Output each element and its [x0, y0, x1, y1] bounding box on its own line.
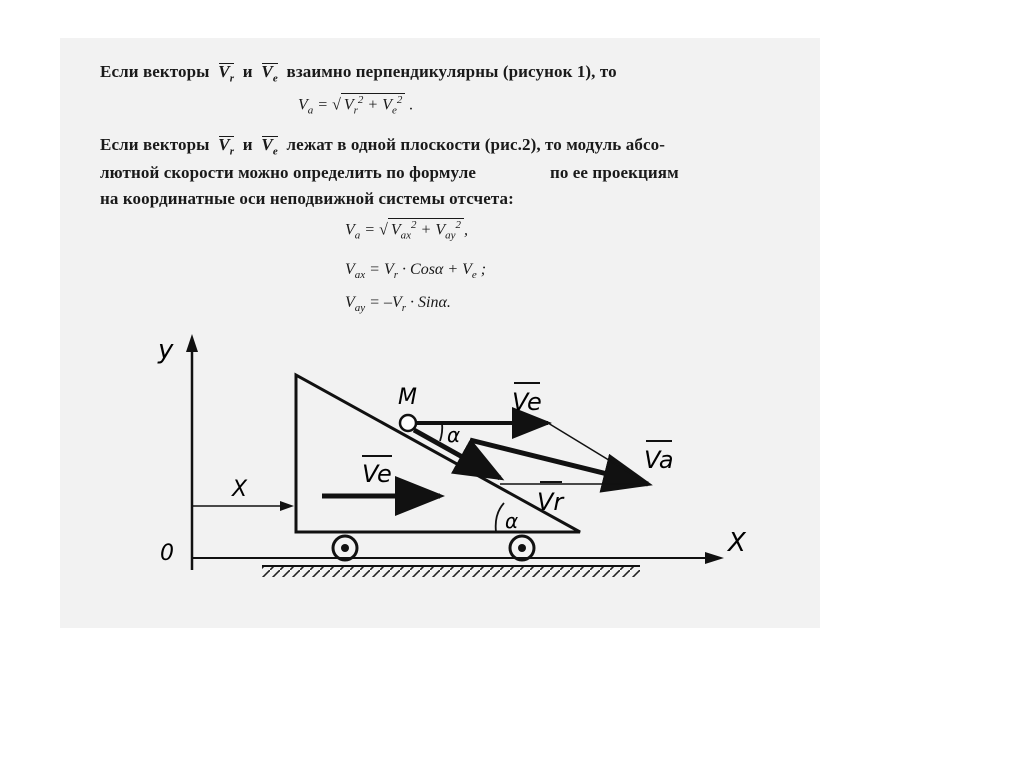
text-line-4: на координатные оси неподвижной системы отсчета: [100, 189, 514, 208]
x-dimension-label: X [232, 477, 248, 502]
point-m [400, 415, 416, 431]
vector-vr: $V_r$ [218, 62, 235, 85]
vr-label: Vr [537, 488, 564, 516]
left-wheel-icon [333, 536, 357, 560]
origin-label: 0 [160, 541, 174, 566]
text-line-3: лютной скорости можно определить по формуле по ее проекциям [100, 163, 679, 182]
x-axis-label: X [728, 528, 746, 558]
ve-label-wedge: Ve [362, 460, 392, 488]
formula-vax: $V_{ax} = V_r \cdot Cos\alpha + V_e$ ; [345, 261, 487, 282]
va-label: Va [644, 446, 674, 474]
formula-va-projections: $V_a$ = √ $V_{ax}^2 + V_{ay}^2$ , [345, 219, 468, 242]
x-dimension-arrow-icon [280, 501, 294, 511]
formula-vay: $V_{ay} = -V_r \cdot Sin\alpha$. [345, 294, 451, 315]
x-axis-arrow-icon [705, 552, 724, 564]
y-axis-arrow-icon [186, 334, 198, 352]
y-axis-label: y [158, 335, 174, 365]
text-line-1: Если векторы $V_r$ и $V_e$ взаимно перпендикулярны (рисунок 1), то [100, 62, 617, 85]
right-wheel-icon [510, 536, 534, 560]
ground-hatching [262, 566, 640, 577]
vector-ve: $V_e$ [261, 62, 278, 85]
formula-va: $V_a$ = √ $V_r^2 + V_e^2$ . [298, 94, 414, 117]
alpha-label-top: α [447, 423, 461, 447]
angle-arc-top [440, 423, 442, 441]
vector-vr-2: $V_r$ [218, 135, 235, 158]
vector-ve-2: $V_e$ [261, 135, 278, 158]
angle-arc-bottom [496, 503, 504, 532]
ve-label-top: Ve [512, 388, 542, 416]
point-m-label: M [398, 385, 417, 410]
parallelogram-side-1 [548, 423, 648, 484]
text-line-2: Если векторы $V_r$ и $V_e$ лежат в одной плоскости (рис.2), то модуль абсо- [100, 135, 665, 158]
alpha-label-bottom: α [505, 509, 519, 533]
